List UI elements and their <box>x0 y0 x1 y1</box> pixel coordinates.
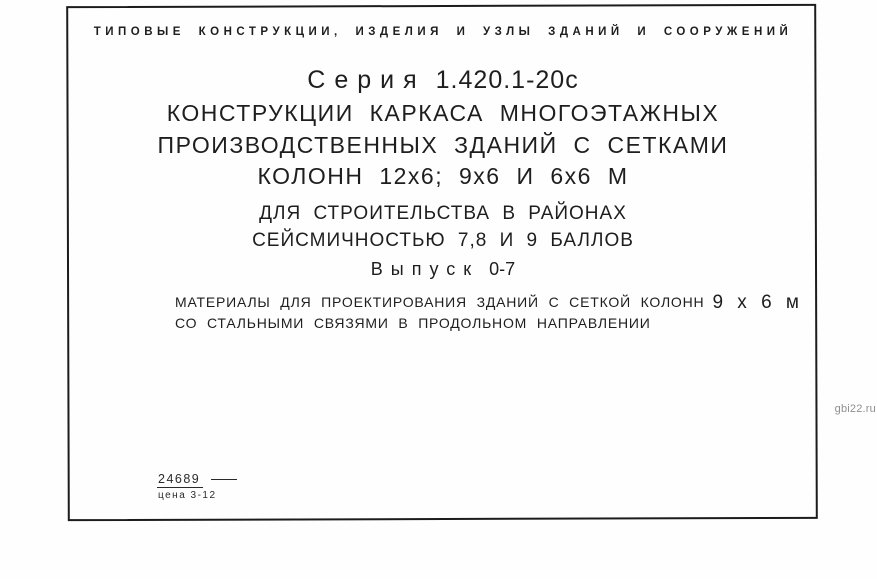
series-label: Серия <box>307 66 426 94</box>
column-grid-value: 9 х 6 м <box>712 292 801 313</box>
imprint-code-row <box>157 472 237 488</box>
issue-number: 0-7 <box>489 259 516 279</box>
imprint-block <box>157 472 237 501</box>
document-text-area <box>67 0 819 522</box>
imprint-code: 24689 <box>157 473 203 488</box>
description-line-1 <box>175 292 815 314</box>
main-title-line-3: КОЛОНН 12х6; 9х6 И 6х6 М <box>257 163 629 189</box>
subtitle-line-2: СЕЙСМИЧНОСТЬЮ 7,8 И 9 БАЛЛОВ <box>252 230 634 251</box>
site-watermark: gbi22.ru <box>834 403 876 415</box>
main-title-line-2: ПРОИЗВОДСТВЕННЫХ ЗДАНИЙ С СЕТКАМИ <box>157 132 729 158</box>
imprint-price: цена 3-12 <box>158 490 217 501</box>
document-header: ТИПОВЫЕ КОНСТРУКЦИИ, ИЗДЕЛИЯ И УЗЛЫ ЗДАНИЙ И СООРУЖЕНИЙ <box>93 26 793 38</box>
imprint-rule-line <box>211 479 237 480</box>
issue-line <box>67 259 819 280</box>
description-line-2: СО СТАЛЬНЫМИ СВЯЗЯМИ В ПРОДОЛЬНОМ НАПРАВЛЕНИИ <box>175 315 651 331</box>
main-title-line-1: КОНСТРУКЦИИ КАРКАСА МНОГОЭТАЖНЫХ <box>166 100 720 126</box>
series-number: 1.420.1-20с <box>435 66 579 94</box>
description-text-1: МАТЕРИАЛЫ ДЛЯ ПРОЕКТИРОВАНИЯ ЗДАНИЙ С СЕТКОЙ КОЛОНН <box>175 294 705 310</box>
issue-label: Выпуск <box>370 259 480 279</box>
series-line <box>67 66 819 95</box>
subtitle-line-1: ДЛЯ СТРОИТЕЛЬСТВА В РАЙОНАХ <box>259 203 627 224</box>
